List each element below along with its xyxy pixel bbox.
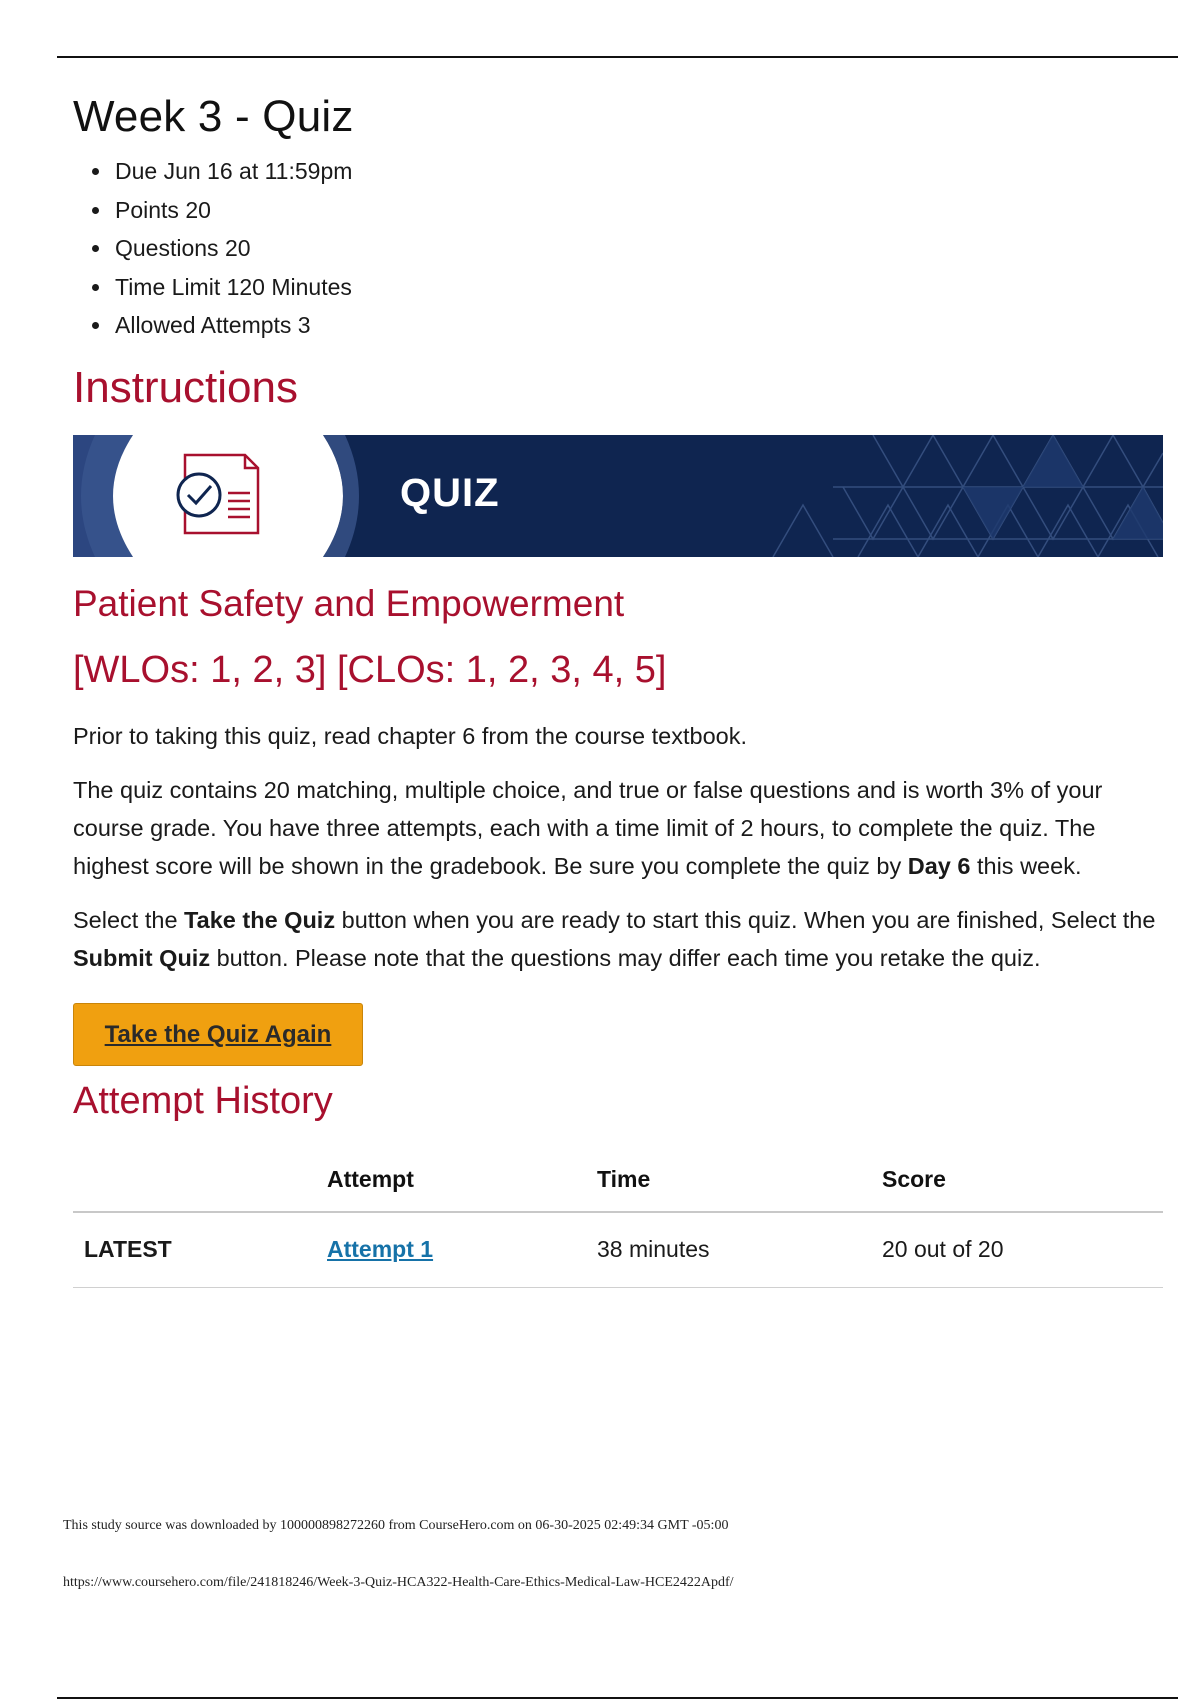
banner-label: QUIZ bbox=[400, 470, 500, 515]
deadline-day: Day 6 bbox=[907, 852, 971, 879]
quiz-banner bbox=[73, 435, 1163, 557]
meta-due: • Due Jun 16 at 11:59pm bbox=[113, 152, 1163, 191]
column-header-blank bbox=[73, 1147, 327, 1212]
quiz-description: The quiz contains 20 matching, multiple choice, and true or false questions and is worth 3% of your course grade. You have three attempts, each with a time limit of 2 hours, to complete the quiz. The highest score will be shown in the gradebook. Be sure you complete the quiz by Day 6 this week. bbox=[73, 776, 1103, 879]
attempt-history-heading: Attempt History bbox=[73, 1079, 333, 1122]
table-row bbox=[73, 1212, 1163, 1288]
meta-points: • Points 20 bbox=[113, 191, 1163, 230]
page-title: Week 3 - Quiz bbox=[73, 92, 354, 141]
attempt-score: 20 out of 20 bbox=[882, 1212, 1163, 1288]
meta-allowed-attempts: • Allowed Attempts 3 bbox=[113, 306, 1163, 345]
column-header-attempt: Attempt bbox=[327, 1147, 597, 1212]
banner-graphic bbox=[73, 435, 1163, 557]
column-header-score: Score bbox=[882, 1147, 1163, 1212]
quiz-topic-heading: Patient Safety and Empowerment bbox=[73, 582, 625, 624]
reading-instruction: Prior to taking this quiz, read chapter 6 from the course textbook. bbox=[73, 722, 748, 749]
latest-label: LATEST bbox=[73, 1212, 327, 1288]
quiz-content bbox=[73, 92, 1163, 1288]
top-rule bbox=[57, 56, 1178, 58]
column-header-time: Time bbox=[597, 1147, 882, 1212]
table-header-row bbox=[73, 1147, 1163, 1212]
attempt-time: 38 minutes bbox=[597, 1212, 882, 1288]
download-source-note: This study source was downloaded by 100000898272260 from CourseHero.com on 06-30-2025 02:49:34 GMT -05:00 bbox=[63, 1518, 729, 1533]
quiz-procedure: Select the Take the Quiz button when you are ready to start this quiz. When you are finished, Select the Submit Quiz button. Please note that the questions may differ each time you retake the quiz. bbox=[73, 906, 1156, 971]
take-quiz-again-button[interactable]: Take the Quiz Again bbox=[73, 1003, 363, 1066]
attempt-1-link[interactable]: Attempt 1 bbox=[327, 1236, 434, 1262]
meta-time-limit: • Time Limit 120 Minutes bbox=[113, 268, 1163, 307]
attempt-history-table bbox=[73, 1147, 1163, 1288]
document-url: https://www.coursehero.com/file/241818246/Week-3-Quiz-HCA322-Health-Care-Ethics-Medical-Law-HCE2422Apdf/ bbox=[63, 1575, 734, 1590]
learning-objectives-heading: [WLOs: 1, 2, 3] [CLOs: 1, 2, 3, 4, 5] bbox=[73, 648, 667, 691]
bottom-rule bbox=[57, 1697, 1178, 1699]
meta-questions: • Questions 20 bbox=[113, 229, 1163, 268]
instructions-heading: Instructions bbox=[73, 362, 298, 412]
quiz-meta-list bbox=[73, 152, 1163, 345]
